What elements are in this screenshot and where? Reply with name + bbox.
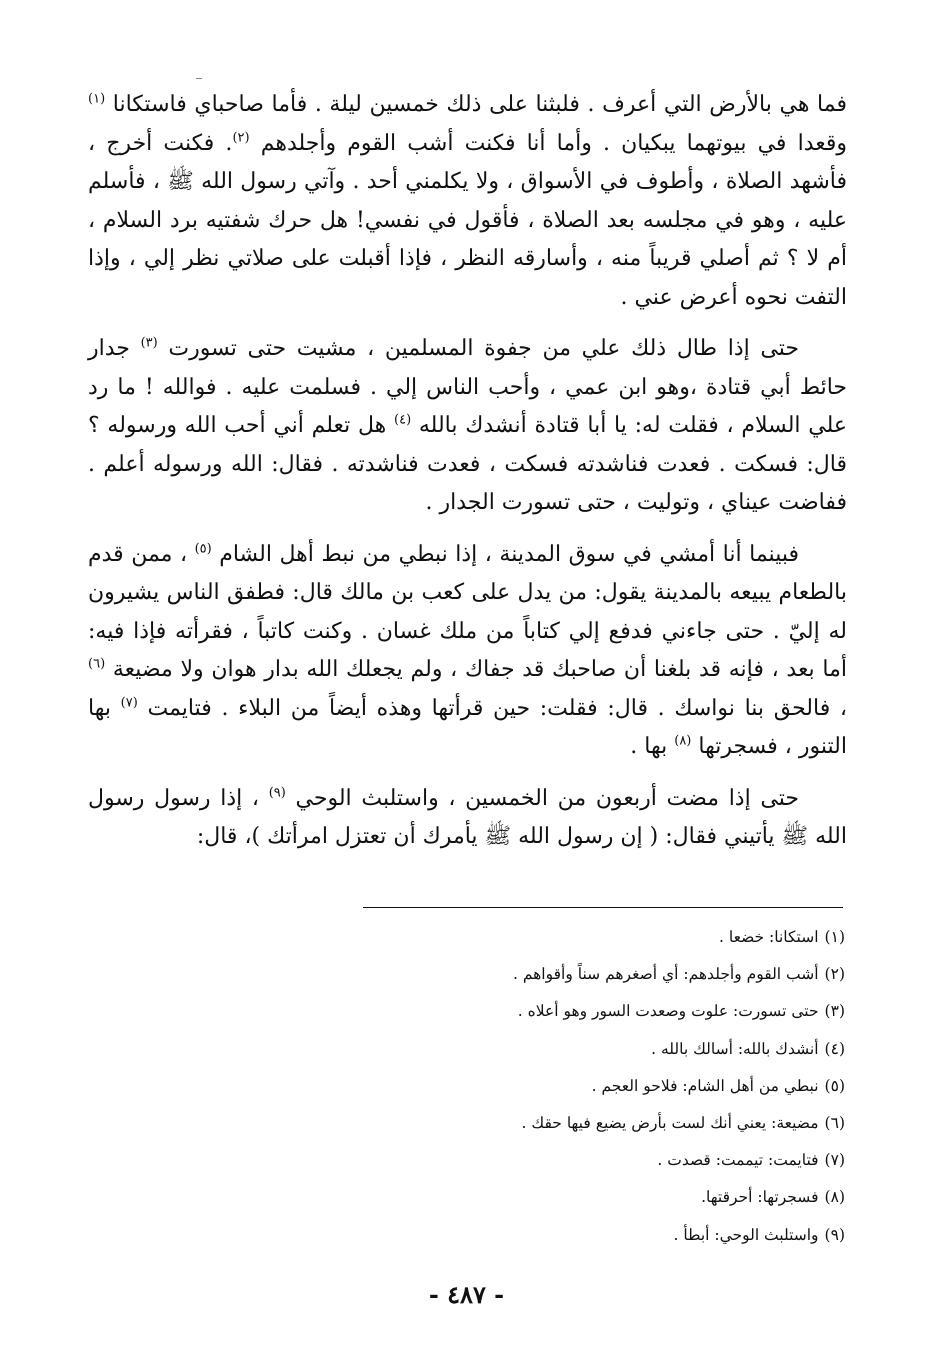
footnote-9 xyxy=(285,1220,845,1257)
footnote-text: فسجرتها: أحرقتها. xyxy=(701,1188,819,1207)
text-run: جدار حائط أبي قتادة ،وهو ابن عمي ، وأحب الناس إلي . فسلمت عليه . فوالله ! ما رد علي السلام ، فقلت له: يا أبا قتادة أنشدك بالله xyxy=(88,336,847,438)
paragraph-2 xyxy=(88,330,847,523)
text-run: فما هي بالأرض التي أعرف . فلبثنا على ذلك خمسين ليلة . فأما صاحباي فاستكانا xyxy=(105,92,847,117)
footnote-text: نبطي من أهل الشام: فلاحو العجم . xyxy=(591,1076,819,1095)
paragraph-3 xyxy=(88,536,847,767)
footnote-number: (٩) xyxy=(824,1225,845,1244)
footnote-8 xyxy=(285,1182,845,1219)
text-run: ، إذا رسول رسول الله ﷺ يأتيني فقال: ( إن رسول الله ﷺ يأمرك أن تعتزل امرأتك )، قال: xyxy=(88,785,847,849)
footnote-number: (٢) xyxy=(824,965,845,984)
text-run: . فكنت أخرج ، فأشهد الصلاة ، وأطوف في الأسواق ، ولا يكلمني أحد . وآتي رسول الله ﷺ ، فأسلم عليه ، وهو في مجلسه بعد الصلاة ، فأقول في نفسي! هل حرك شفتيه برد السلام ، أم لا ؟ ثم أصلي قريباً منه ، وأسارقه النظر ، فإذا أقبلت على صلاتي نظر إلي ، وإذا التفت نحوه أعرض عني . xyxy=(88,130,847,310)
footnote-marker: (٦) xyxy=(88,656,106,672)
main-text xyxy=(88,86,847,870)
footnote-number: (١) xyxy=(824,928,845,946)
footnote-text: حتى تسورت: علوت وصعدت السور وهو أعلاه . xyxy=(517,1002,819,1021)
footnote-number: (٣) xyxy=(824,1002,845,1021)
footnote-text: استكانا: خضعا . xyxy=(719,928,819,946)
footnote-marker: (٤) xyxy=(394,412,412,428)
footnote-marker: (٨) xyxy=(674,733,692,749)
text-run: بها التنور ، فسجرتها xyxy=(88,695,847,759)
footnote-number: (٦) xyxy=(824,1113,845,1132)
text-run: هل تعلم أني أحب الله ورسوله ؟ قال: فسكت . فعدت فناشدته فسكت ، فعدت فناشدته . فقال: الله ورسوله أعلم . ففاضت عيناي ، وتوليت ، حتى تسورت الجدار . xyxy=(88,413,847,515)
footnote-marker: (٩) xyxy=(268,785,286,801)
scan-speck xyxy=(196,78,202,79)
footnote-text: فتايمت: تيممت: قصدت . xyxy=(657,1151,819,1170)
text-run: حتى إذا مضت أربعون من الخمسين ، واستلبث الوحي xyxy=(285,785,799,811)
paragraph-4 xyxy=(88,780,847,857)
footnotes xyxy=(285,922,845,1257)
footnote-number: (٥) xyxy=(824,1076,845,1095)
footnote-5 xyxy=(285,1071,845,1108)
footnote-7 xyxy=(285,1145,845,1182)
text-run: ، فالحق بنا نواسك . قال: فقلت: حين قرأتها وهذه أيضاً من البلاء . فتايمت xyxy=(137,695,847,721)
page-number: - ٤٨٧ - xyxy=(428,1280,505,1309)
text-run: حتى إذا طال ذلك علي من جفوة المسلمين ، مشيت حتى تسورت xyxy=(157,336,799,361)
footnote-4 xyxy=(285,1034,845,1071)
text-run: فبينما أنا أمشي في سوق المدينة ، إذا نبطي من نبط أهل الشام xyxy=(211,541,799,567)
footnote-number: (٤) xyxy=(824,1039,845,1058)
footnote-text: أنشدك بالله: أسالك بالله . xyxy=(651,1039,819,1058)
footnote-marker: (٧) xyxy=(120,695,138,711)
footnote-number: (٧) xyxy=(824,1151,845,1170)
text-run: وقعدا في بيوتهما يبكيان . وأما أنا فكنت أشب القوم وأجلدهم xyxy=(249,130,847,156)
footnote-marker: (٥) xyxy=(194,541,212,557)
footnote-2 xyxy=(285,959,845,996)
footnote-marker: (١) xyxy=(88,91,106,107)
text-run: ، ممن قدم بالطعام يبيعه بالمدينة يقول: من يدل على كعب بن مالك قال: فطفق الناس يشيرون له إليّ . حتى جاءني فدفع إلي كتاباً من ملك غسان . وكنت كاتباً ، فقرأته فإذا فيه: أما بعد ، فإنه قد بلغنا أن صاحبك قد جفاك ، ولم يجعلك الله بدار هوان ولا مضيعة xyxy=(88,541,847,682)
footnote-text: أشب القوم وأجلدهم: أي أصغرهم سناً وأقواهم . xyxy=(512,965,819,984)
footnote-marker: (٣) xyxy=(140,335,158,351)
footnote-1 xyxy=(285,922,845,959)
footnote-text: مضيعة: يعني أنك لست بأرض يضيع فيها حقك . xyxy=(521,1113,819,1132)
footnote-3 xyxy=(285,996,845,1033)
footnote-text: واستلبث الوحي: أبطأ . xyxy=(673,1225,819,1244)
footnote-6 xyxy=(285,1108,845,1145)
footnote-number: (٨) xyxy=(824,1188,845,1207)
paragraph-1 xyxy=(88,86,847,317)
footnote-divider xyxy=(363,907,843,908)
text-run: بها . xyxy=(630,734,675,759)
footnote-marker: (٢) xyxy=(232,130,250,146)
